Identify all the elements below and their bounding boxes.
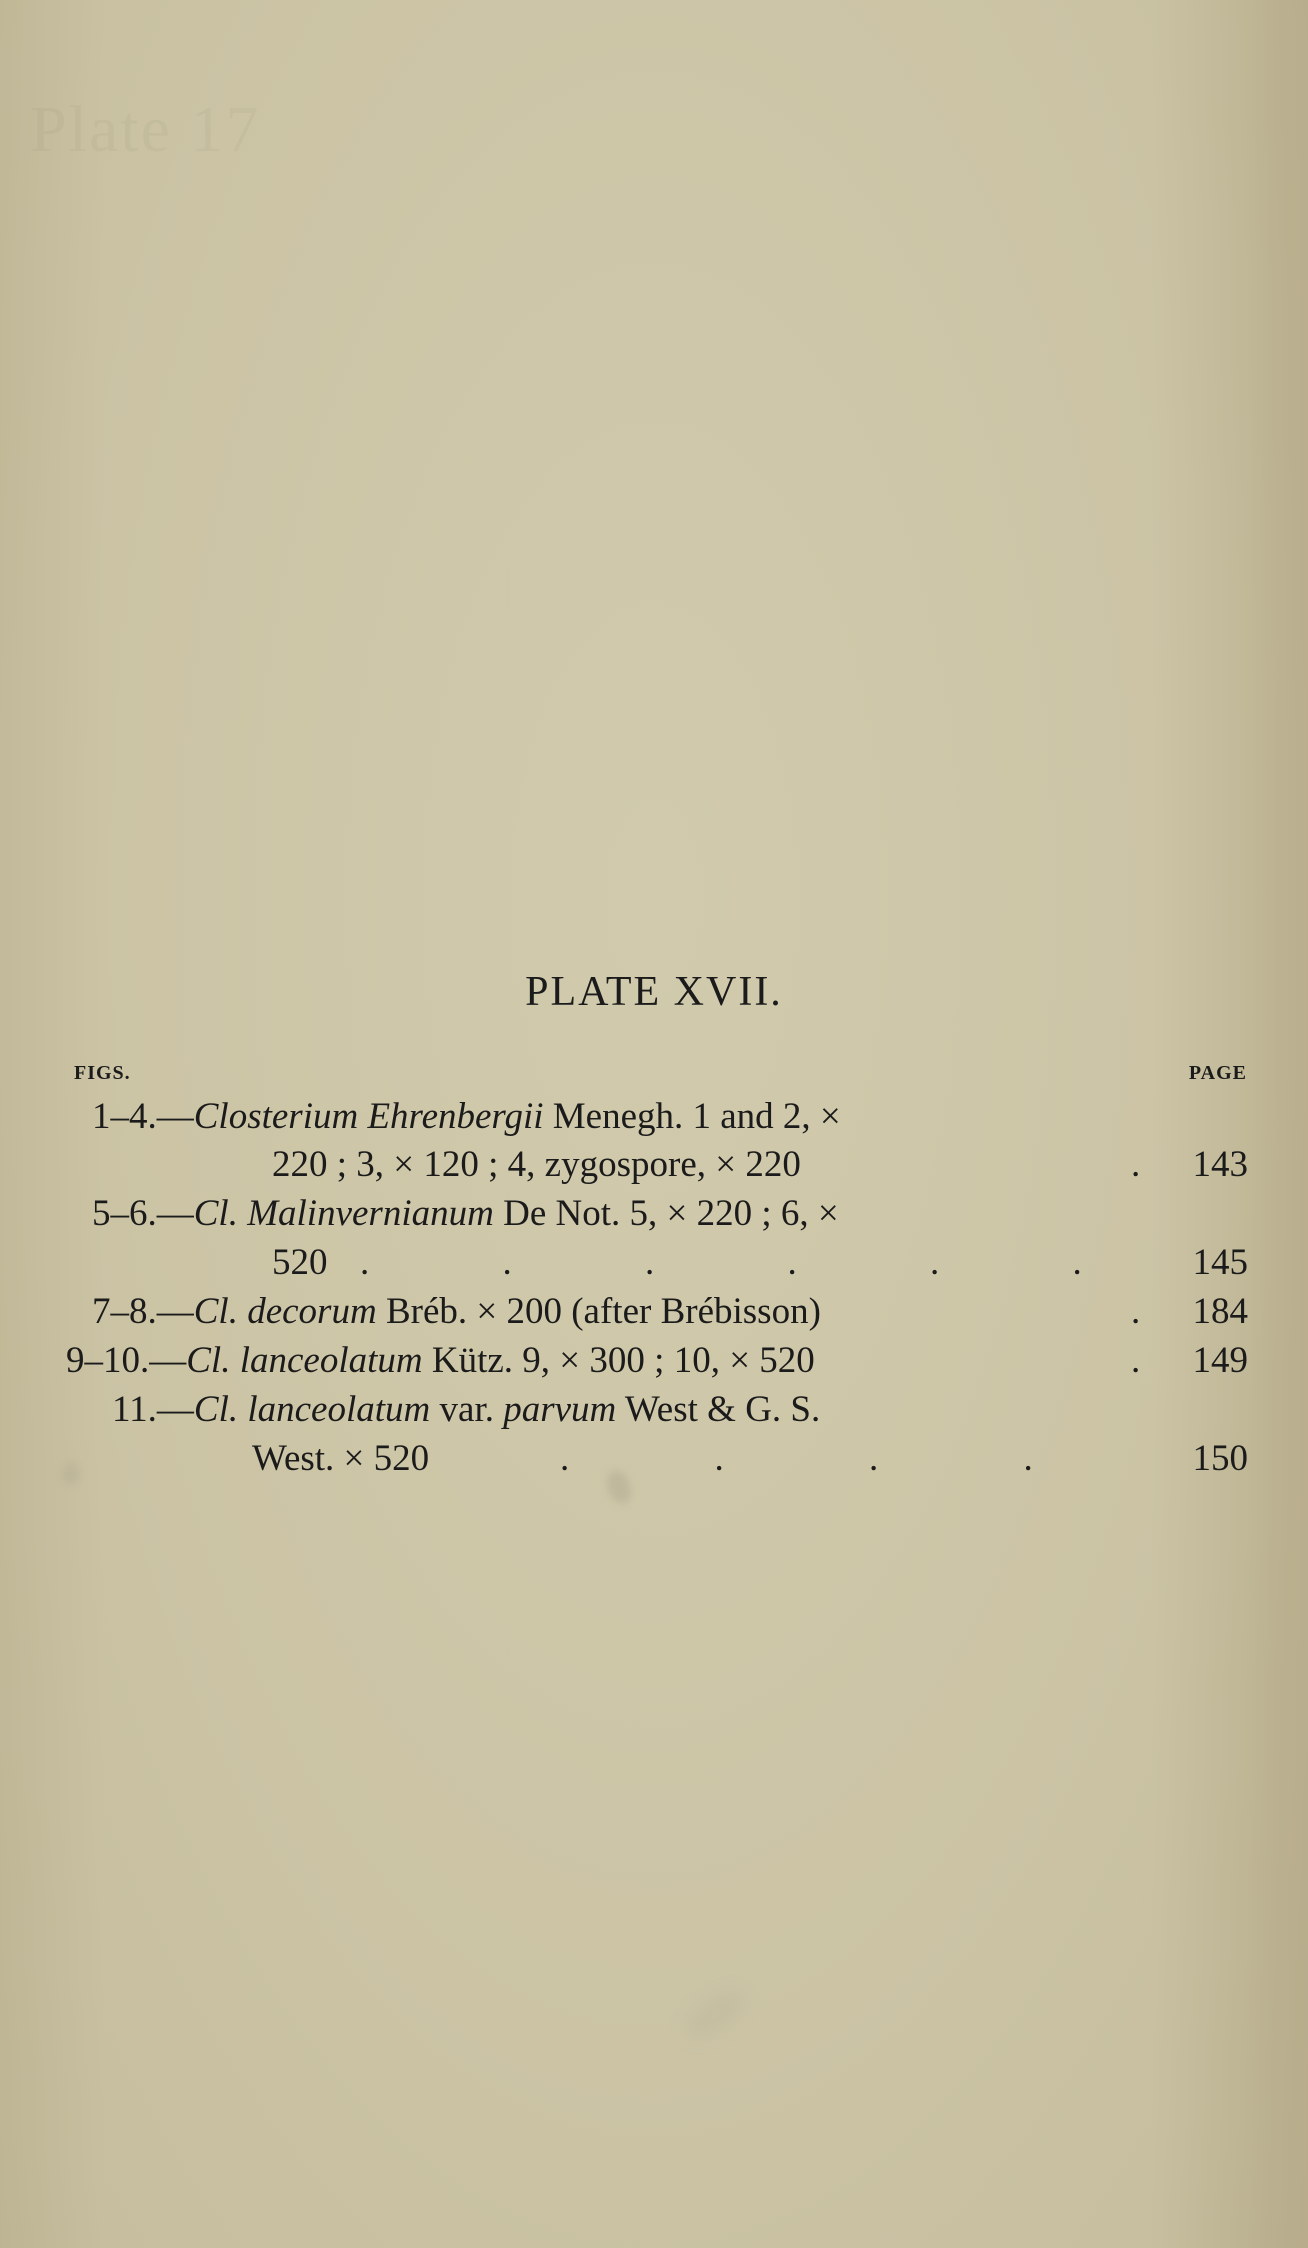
taxon-name: Cl. decorum [193, 1291, 377, 1332]
leader-dots: . . . . . . [360, 1242, 1082, 1283]
entry-5-line-2: West. × 520 [252, 1438, 430, 1479]
entry-figs: 9–10.— [66, 1340, 187, 1381]
entry-figs: 11.— [112, 1389, 194, 1430]
smudge-mark [62, 1462, 80, 1486]
entry-description: West & G. S. [616, 1389, 821, 1430]
smudge-mark [678, 1983, 753, 2048]
entry-description: Kütz. 9, × 300 ; 10, × 520 [422, 1340, 815, 1381]
entry-4-line-1 [66, 1342, 815, 1379]
entry-2-line-1 [92, 1195, 839, 1232]
page-edge-shadow [1248, 0, 1308, 2248]
entry-description: Menegh. 1 and 2, × [543, 1096, 841, 1137]
entry-3-line-1 [92, 1293, 821, 1330]
taxon-name: Cl. lanceolatum [186, 1340, 423, 1381]
leader-dots: . [1131, 1291, 1141, 1332]
entry-page-number: 143 [1192, 1144, 1248, 1185]
entry-1-line-1 [92, 1098, 841, 1135]
entry-2-line-2: 520 [272, 1242, 328, 1283]
bleed-through-text: Plate 17 [30, 93, 261, 166]
entry-1-line-2: 220 ; 3, × 120 ; 4, zygospore, × 220 [272, 1144, 801, 1185]
entry-page-number: 149 [1192, 1340, 1248, 1381]
entry-description: var. [430, 1389, 504, 1430]
entry-figs: 5–6.— [92, 1193, 194, 1234]
entry-description: De Not. 5, × 220 ; 6, × [493, 1193, 839, 1234]
entry-figs: 1–4.— [92, 1096, 194, 1137]
leader-dots: . [1131, 1340, 1141, 1381]
page-column-heading: PAGE [1188, 1062, 1247, 1084]
entry-page-number: 145 [1192, 1242, 1248, 1283]
taxon-name: Cl. Malinvernianum [193, 1193, 494, 1234]
entry-page-number: 150 [1192, 1438, 1248, 1479]
entry-figs: 7–8.— [92, 1291, 194, 1332]
entry-description: Bréb. × 200 (after Brébisson) [376, 1291, 821, 1332]
taxon-name: Cl. lanceolatum [193, 1389, 431, 1430]
plate-title: PLATE XVII. [525, 969, 783, 1015]
entry-5-line-1 [112, 1391, 820, 1428]
taxon-name: Closterium Ehrenbergii [193, 1096, 544, 1137]
leader-dots: . . . . [560, 1438, 1033, 1479]
figs-column-heading: FIGS. [74, 1062, 131, 1084]
taxon-variety: parvum [503, 1389, 617, 1430]
leader-dots: . [1131, 1144, 1141, 1185]
entry-page-number: 184 [1192, 1291, 1248, 1332]
